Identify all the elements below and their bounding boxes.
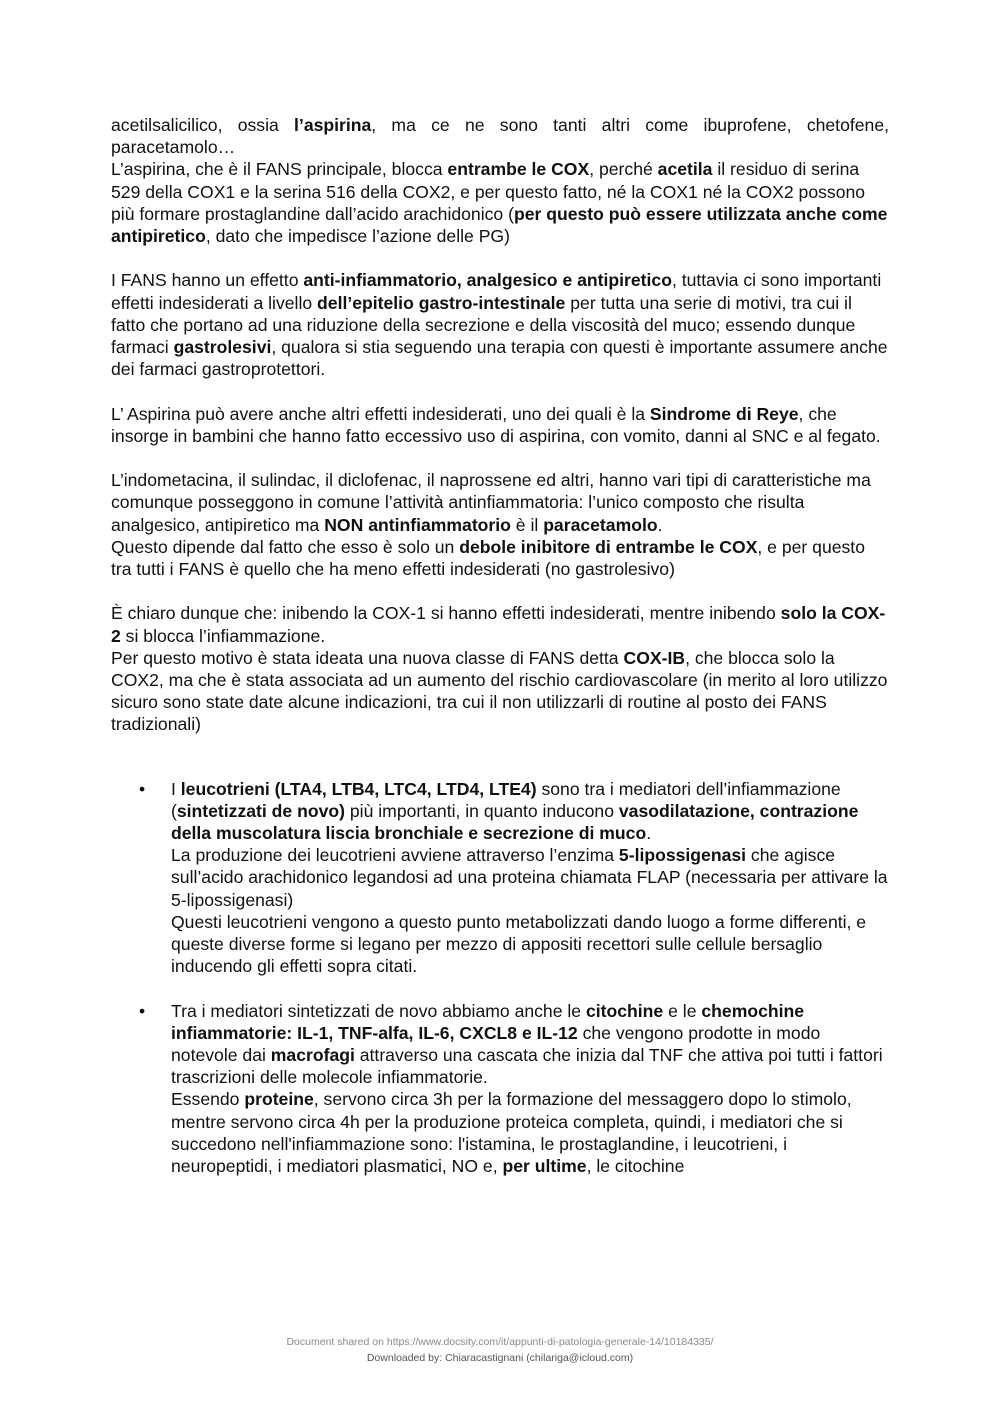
paragraph: Questo dipende dal fatto che esso è solo un debole inibitore di entrambe le COX, e per questo tra tutti i FANS è quello che ha meno effetti indesiderati (no gastrolesivo) bbox=[111, 536, 865, 580]
bullet-icon: • bbox=[139, 1000, 146, 1021]
bold-text: acetila bbox=[657, 159, 713, 180]
bold-text: dell’epitelio gastro-intestinale bbox=[317, 292, 566, 313]
bold-text: per ultime bbox=[502, 1156, 587, 1177]
bold-text: gastrolesivi bbox=[173, 337, 272, 358]
paragraph: È chiaro dunque che: inibendo la COX-1 si hanno effetti indesiderati, mentre inibendo solo la COX-2 si blocca l’infiammazione. bbox=[111, 603, 886, 646]
bold-text: 5-lipossigenasi bbox=[618, 845, 747, 866]
bold-text: chemochine infiammatorie: IL-1, TNF-alfa, IL-6, CXCL8 e IL-12 bbox=[171, 1000, 805, 1043]
paragraph: acetilsalicilico, ossia l’aspirina, ma ce ne sono tanti altri come ibuprofene, chetofene, paracetamolo… bbox=[111, 115, 889, 158]
bold-text: macrofagi bbox=[270, 1045, 355, 1066]
paragraph: L’indometacina, il sulindac, il diclofenac, il naprossene ed altri, hanno vari tipi di caratteristiche ma comunque posseggono in comune l’attività antinfiammatoria: l’unico composto che risulta analgesico, antipiretico ma NON antinfiammatorio è il paracetamolo. bbox=[111, 470, 871, 535]
paragraph: L’ Aspirina può avere anche altri effetti indesiderati, uno dei quali è la Sindrome di Reye, che insorge in bambini che hanno fatto eccessivo uso di aspirina, con vomito, danni al SNC e al fegato. bbox=[111, 403, 881, 446]
bold-text: anti-infiammatorio, analgesico e antipiretico bbox=[303, 270, 672, 291]
list-item bbox=[111, 1000, 889, 1178]
paragraph: L’aspirina, che è il FANS principale, blocca entrambe le COX, perché acetila il residuo di serina 529 della COX1 e la serina 516 della COX2, e per questo fatto, né la COX1 né la COX2 possono più formare prostaglandine dall’acido arachidonico (per questo può essere utilizzata anche come antipiretico, dato che impedisce l’azione delle PG) bbox=[111, 159, 888, 247]
list-item-text: La produzione dei leucotrieni avviene attraverso l’enzima 5-lipossigenasi che agisce sull’acido arachidonico legandosi ad una proteina chiamata FLAP (necessaria per attivare la 5-lipossigenasi) bbox=[171, 845, 888, 910]
footer-downloaded-by: Downloaded by: Chiaracastignani (chilariga@icloud.com) bbox=[366, 1352, 634, 1364]
bullet-list bbox=[111, 778, 889, 1178]
document-body bbox=[111, 114, 889, 1177]
bold-text: sintetizzati de novo) bbox=[176, 800, 345, 821]
bold-text: Sindrome di Reye bbox=[649, 403, 799, 424]
bold-text: COX-IB bbox=[623, 647, 686, 668]
bold-text: proteine bbox=[244, 1089, 314, 1110]
bold-text: solo la COX-2 bbox=[111, 603, 886, 646]
bold-text: citochine bbox=[585, 1000, 664, 1021]
bold-text: NON antinfiammatorio bbox=[324, 514, 511, 535]
list-item-text: Questi leucotrieni vengono a questo punto metabolizzati dando luogo a forme differenti, e queste diverse forme si legano per mezzo di appositi recettori sulle cellule bersaglio inducendo gli effetti sopra citati. bbox=[171, 911, 867, 977]
bold-text: leucotrieni (LTA4, LTB4, LTC4, LTD4, LTE4) bbox=[180, 778, 537, 799]
list-item-text: Tra i mediatori sintetizzati de novo abbiamo anche le citochine e le chemochine infiammatorie: IL-1, TNF-alfa, IL-6, CXCL8 e IL-12 che vengono prodotte in modo notevole dai macrofagi attraverso una cascata che inizia dal TNF che attiva poi tutti i fattori trascrizioni delle molecole infiammatorie. bbox=[171, 1000, 883, 1088]
list-item-text: Essendo proteine, servono circa 3h per la formazione del messaggero dopo lo stimolo, mentre servono circa 4h per la produzione proteica completa, quindi, i mediatori che si succedono nell'infiammazione sono: l'istamina, le prostaglandine, i leucotrieni, i neuropeptidi, i mediatori plasmatici, NO e, per ultime, le citochine bbox=[171, 1089, 852, 1177]
list-item bbox=[111, 778, 889, 978]
paragraph: Per questo motivo è stata ideata una nuova classe di FANS detta COX-IB, che blocca solo la COX2, ma che è stata associata ad un aumento del rischio cardiovascolare (in merito al loro utilizzo sicuro sono state date alcune indicazioni, tra cui il non utilizzarli di routine al posto dei FANS tradizionali) bbox=[111, 647, 888, 735]
list-item-text: I leucotrieni (LTA4, LTB4, LTC4, LTD4, LTE4) sono tra i mediatori dell’infiammazione (sintetizzati de novo) più importanti, in quanto inducono vasodilatazione, contrazione della muscolatura liscia bronchiale e secrezione di muco. bbox=[171, 778, 859, 844]
bold-text: l’aspirina bbox=[294, 115, 372, 135]
bold-text: per questo può essere utilizzata anche come antipiretico bbox=[111, 203, 888, 247]
bold-text: debole inibitore di entrambe le COX bbox=[459, 536, 758, 557]
paragraph: I FANS hanno un effetto anti-infiammatorio, analgesico e antipiretico, tuttavia ci sono importanti effetti indesiderati a livello dell’epitelio gastro-intestinale per tutta una serie di motivi, tra cui il fatto che portano ad una riduzione della secrezione e della viscosità del muco; essendo dunque farmaci gastrolesivi, qualora si stia seguendo una terapia con questi è importante assumere anche dei farmaci gastroprotettori. bbox=[111, 270, 888, 380]
bullet-icon: • bbox=[139, 778, 146, 799]
bold-text: paracetamolo bbox=[543, 514, 658, 535]
page-footer bbox=[0, 1334, 1000, 1366]
bold-text: entrambe le COX bbox=[447, 159, 590, 180]
footer-shared-link[interactable]: Document shared on https://www.docsity.com/it/appunti-di-patologia-generale-14/10184335/ bbox=[286, 1336, 714, 1348]
bold-text: vasodilatazione, contrazione della muscolatura liscia bronchiale e secrezione di muco bbox=[171, 800, 859, 844]
